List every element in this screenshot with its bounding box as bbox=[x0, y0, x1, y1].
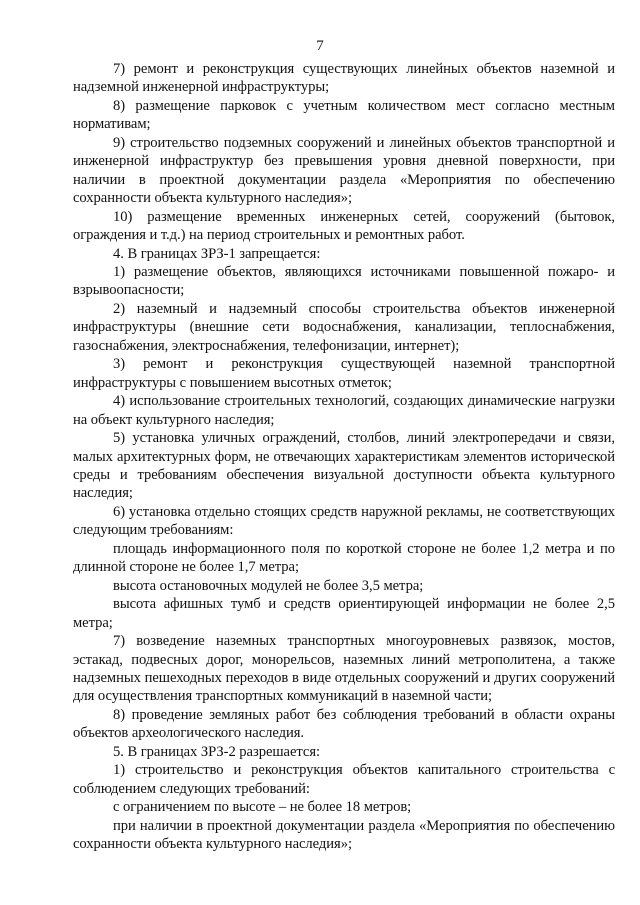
height-limit-line: с ограничением по высоте – не более 18 метров; bbox=[113, 799, 412, 816]
prohibition-item-8: 8) проведение земляных работ без соблюдения требований в области охраны объектов археологического наследия. bbox=[73, 706, 615, 742]
paragraph-item-8: 8) размещение парковок с учетным количеством мест согласно местным нормативам; bbox=[73, 97, 615, 133]
requirement-line-area: площадь информационного поля по короткой стороне не более 1,2 метра и по длинной стороне не более 1,7 метра; bbox=[73, 540, 615, 576]
prohibition-item-7: 7) возведение наземных транспортных многоуровневых развязок, мостов, эстакад, подвесных дорог, монорельсов, наземных линий метрополитена, а также надземных пешеходных переходов в виде отдельных сооружений и других сооружений для осуществления транспортных коммуникаций в наземной части; bbox=[73, 633, 615, 705]
paragraph-item-10: 10) размещение временных инженерных сетей, сооружений (бытовок, ограждения и т.д.) на период строительных и ремонтных работ. bbox=[73, 208, 615, 244]
page-number: 7 bbox=[316, 38, 324, 54]
prohibition-item-4: 4) использование строительных технологий, создающих динамические нагрузки на объект культурного наследия; bbox=[73, 393, 615, 428]
prohibition-item-2: 2) наземный и надземный способы строительства объектов инженерной инфраструктуры (внешние сети водоснабжения, канализации, теплоснабжения, газоснабжения, электроснабжения, телефонизации, интернет); bbox=[73, 300, 615, 354]
document-body bbox=[73, 60, 615, 853]
requirement-line-module-height: высота остановочных модулей не более 3,5 метра; bbox=[113, 577, 424, 594]
documentation-requirement-line: при наличии в проектной документации раздела «Мероприятия по обеспечению сохранности объекта культурного наследия»; bbox=[73, 817, 615, 853]
section-heading-4: 4. В границах ЗРЗ-1 запрещается: bbox=[113, 245, 321, 262]
paragraph-item-7: 7) ремонт и реконструкция существующих линейных объектов наземной и надземной инженерной инфраструктуры; bbox=[73, 61, 615, 96]
section-heading-5: 5. В границах ЗРЗ-2 разрешается: bbox=[113, 743, 321, 760]
prohibition-item-6: 6) установка отдельно стоящих средств наружной рекламы, не соответствующих следующим требованиям: bbox=[73, 503, 615, 539]
requirement-line-pillar-height: высота афишных тумб и средств ориентирующей информации не более 2,5 метра; bbox=[73, 596, 615, 631]
prohibition-item-1: 1) размещение объектов, являющихся источниками повышенной пожаро- и взрывоопасности; bbox=[73, 263, 615, 299]
prohibition-item-3: 3) ремонт и реконструкция существующей наземной транспортной инфраструктуры с повышением высотных отметок; bbox=[73, 356, 615, 391]
prohibition-item-5: 5) установка уличных ограждений, столбов, линий электропередачи и связи, малых архитектурных форм, не отвечающих характеристикам элементов исторической среды и требованиям обеспечения визуальной доступности объекта культурного наследия; bbox=[73, 430, 615, 502]
permission-item-1: 1) строительство и реконструкция объектов капитального строительства с соблюдением следующих требований: bbox=[73, 762, 615, 797]
paragraph-item-9: 9) строительство подземных сооружений и линейных объектов транспортной и инженерной инфраструктур без превышения уровня дневной поверхности, при наличии в проектной документации раздела «Мероприятия по обеспечению сохранности объекта культурного наследия»; bbox=[73, 134, 615, 207]
